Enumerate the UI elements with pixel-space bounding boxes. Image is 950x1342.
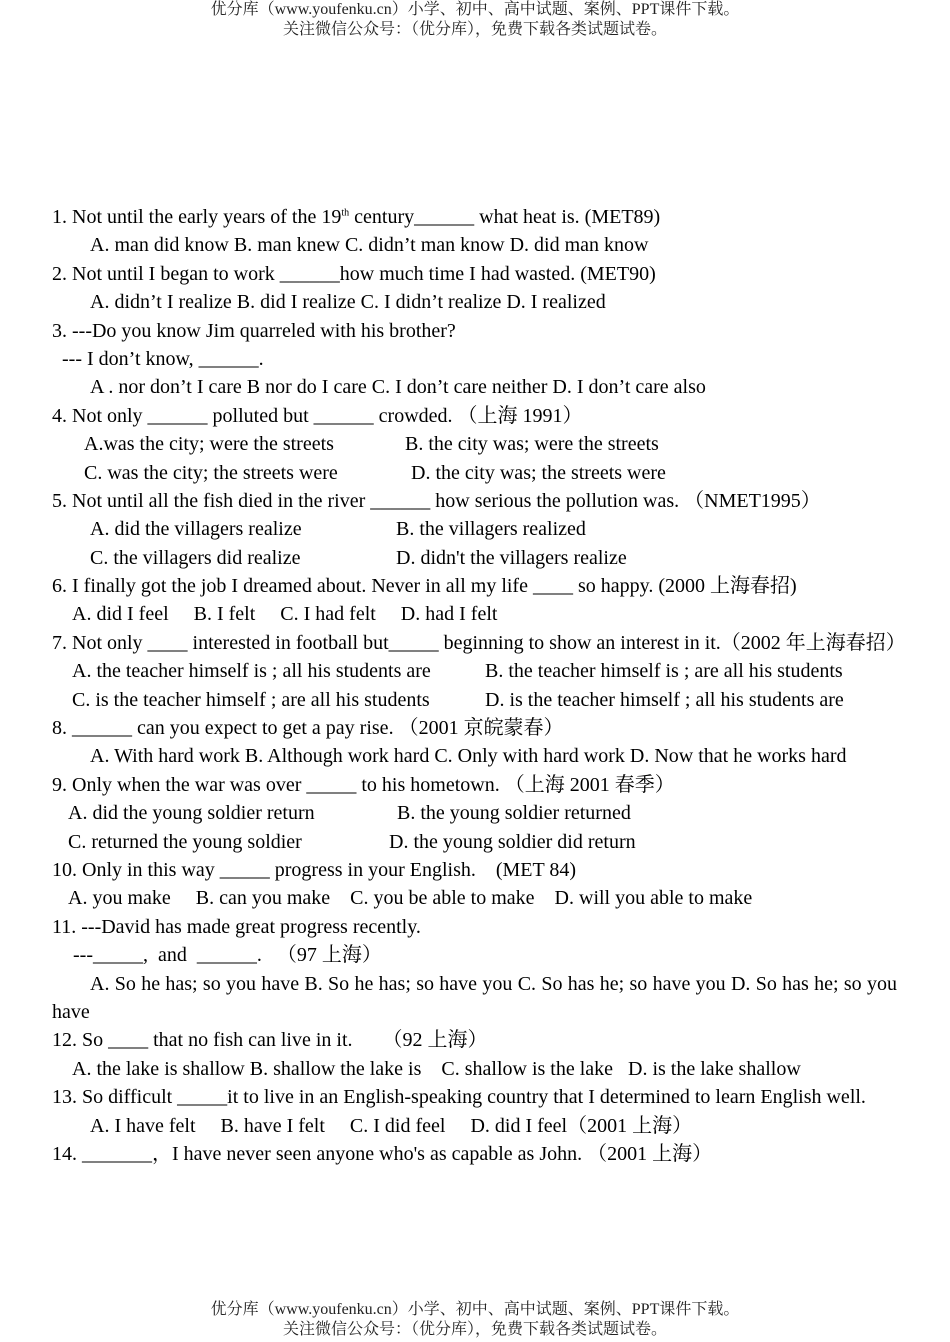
question-4-option-b: B. the city was; were the streets xyxy=(405,433,659,456)
question-1-stem-tail: century______ what heat is. (MET89) xyxy=(349,206,661,228)
question-9-options-row-2 xyxy=(52,828,897,856)
question-9-options-row-1 xyxy=(52,799,897,827)
question-2-options: A. didn’t I realize B. did I realize C. I didn’t realize D. I realized xyxy=(90,291,606,314)
header-line-2: 关注微信公众号：（优分库），免费下载各类试题试卷。 xyxy=(282,21,667,38)
question-11-reply: ---_____, and ______. （97 上海） xyxy=(73,944,382,967)
question-4-option-d: D. the city was; the streets were xyxy=(411,461,666,484)
question-5-options-row-1 xyxy=(52,515,897,543)
header-line-1: 优分库（www.youfenku.cn）小学、初中、高中试题、案例、PPT课件下载。 xyxy=(210,1,740,18)
question-14-stem: 14. _______，I have never seen anyone who's as capable as John. （2001 上海） xyxy=(52,1142,713,1165)
question-5-option-b: B. the villagers realized xyxy=(396,518,586,541)
page-header xyxy=(0,0,950,40)
question-4-option-c: C. was the city; the streets were xyxy=(84,461,338,484)
question-6-stem: 6. I finally got the job I dreamed about. Never in all my life ____ so happy. (2000 上海春招) xyxy=(52,575,797,598)
question-5-option-a: A. did the villagers realize xyxy=(90,518,302,541)
question-12-options: A. the lake is shallow B. shallow the lake is C. shallow is the lake D. is the lake shallow xyxy=(72,1057,801,1080)
question-7-stem: 7. Not only ____ interested in football but_____ beginning to show an interest in it.（2002 年上海春招） xyxy=(52,631,906,654)
question-4-options-row-1 xyxy=(52,430,897,458)
question-3-stem: 3. ---Do you know Jim quarreled with his brother? xyxy=(52,319,456,342)
question-7-option-a: A. the teacher himself is ; all his students are xyxy=(72,660,431,683)
question-11-options: A. So he has; so you have B. So he has; so have you C. So has he; so have you D. So has he; so you have xyxy=(52,972,897,1023)
question-7-option-d: D. is the teacher himself ; all his students are xyxy=(485,688,844,711)
question-7-option-c: C. is the teacher himself ; are all his students xyxy=(72,688,430,711)
question-9-option-d: D. the young soldier did return xyxy=(389,830,636,853)
question-4-option-a: A.was the city; were the streets xyxy=(84,433,334,456)
question-6-options: A. did I feel B. I felt C. I had felt D. had I felt xyxy=(72,603,498,626)
question-10-stem: 10. Only in this way _____ progress in your English. (MET 84) xyxy=(52,859,577,882)
question-1-stem-text: 1. Not until the early years of the 19 xyxy=(52,206,342,228)
question-5-stem: 5. Not until all the fish died in the river ______ how serious the pollution was. （NMET1995） xyxy=(52,489,821,512)
question-9-option-b: B. the young soldier returned xyxy=(397,802,631,825)
footer-line-2: 关注微信公众号：（优分库），免费下载各类试题试卷。 xyxy=(282,1321,667,1338)
question-7-options-row-2 xyxy=(52,686,897,714)
question-13-options: A. I have felt B. have I felt C. I did feel D. did I feel（2001 上海） xyxy=(90,1114,693,1137)
question-list xyxy=(52,203,906,1168)
question-9-stem: 9. Only when the war was over _____ to his hometown. （上海 2001 春季） xyxy=(52,773,675,796)
question-12-stem: 12. So ____ that no fish can live in it. （92 上海） xyxy=(52,1029,488,1052)
question-9-option-a: A. did the young soldier return xyxy=(68,802,315,825)
question-1-stem xyxy=(52,203,897,231)
question-3-options: A . nor don’t I care B nor do I care C. I don’t care neither D. I don’t care also xyxy=(90,376,706,399)
footer-line-1: 优分库（www.youfenku.cn）小学、初中、高中试题、案例、PPT课件下载。 xyxy=(210,1301,740,1318)
question-1-options: A. man did know B. man knew C. didn’t man know D. did man know xyxy=(90,234,649,257)
question-4-options-row-2 xyxy=(52,459,897,487)
question-7-option-b: B. the teacher himself is ; are all his students xyxy=(485,660,843,683)
question-10-options: A. you make B. can you make C. you be able to make D. will you able to make xyxy=(68,887,753,910)
question-4-stem: 4. Not only ______ polluted but ______ crowded. （上海 1991） xyxy=(52,404,583,427)
question-5-option-c: C. the villagers did realize xyxy=(90,546,301,569)
superscript: th xyxy=(341,207,350,219)
question-2-stem: 2. Not until I began to work ______how much time I had wasted. (MET90) xyxy=(52,262,656,285)
question-5-option-d: D. didn't the villagers realize xyxy=(396,546,627,569)
question-9-option-c: C. returned the young soldier xyxy=(68,830,302,853)
question-13-stem: 13. So difficult _____it to live in an English-speaking country that I determined to learn English well. xyxy=(52,1086,866,1109)
question-7-options-row-1 xyxy=(52,657,897,685)
question-8-options: A. With hard work B. Although work hard C. Only with hard work D. Now that he works hard xyxy=(90,745,847,768)
question-5-options-row-2 xyxy=(52,544,897,572)
question-11-stem: 11. ---David has made great progress recently. xyxy=(52,915,421,938)
question-8-stem: 8. ______ can you expect to get a pay rise. （2001 京皖蒙春） xyxy=(52,717,564,740)
page-footer xyxy=(0,1300,950,1340)
question-3-reply: --- I don’t know, ______. xyxy=(62,347,264,370)
